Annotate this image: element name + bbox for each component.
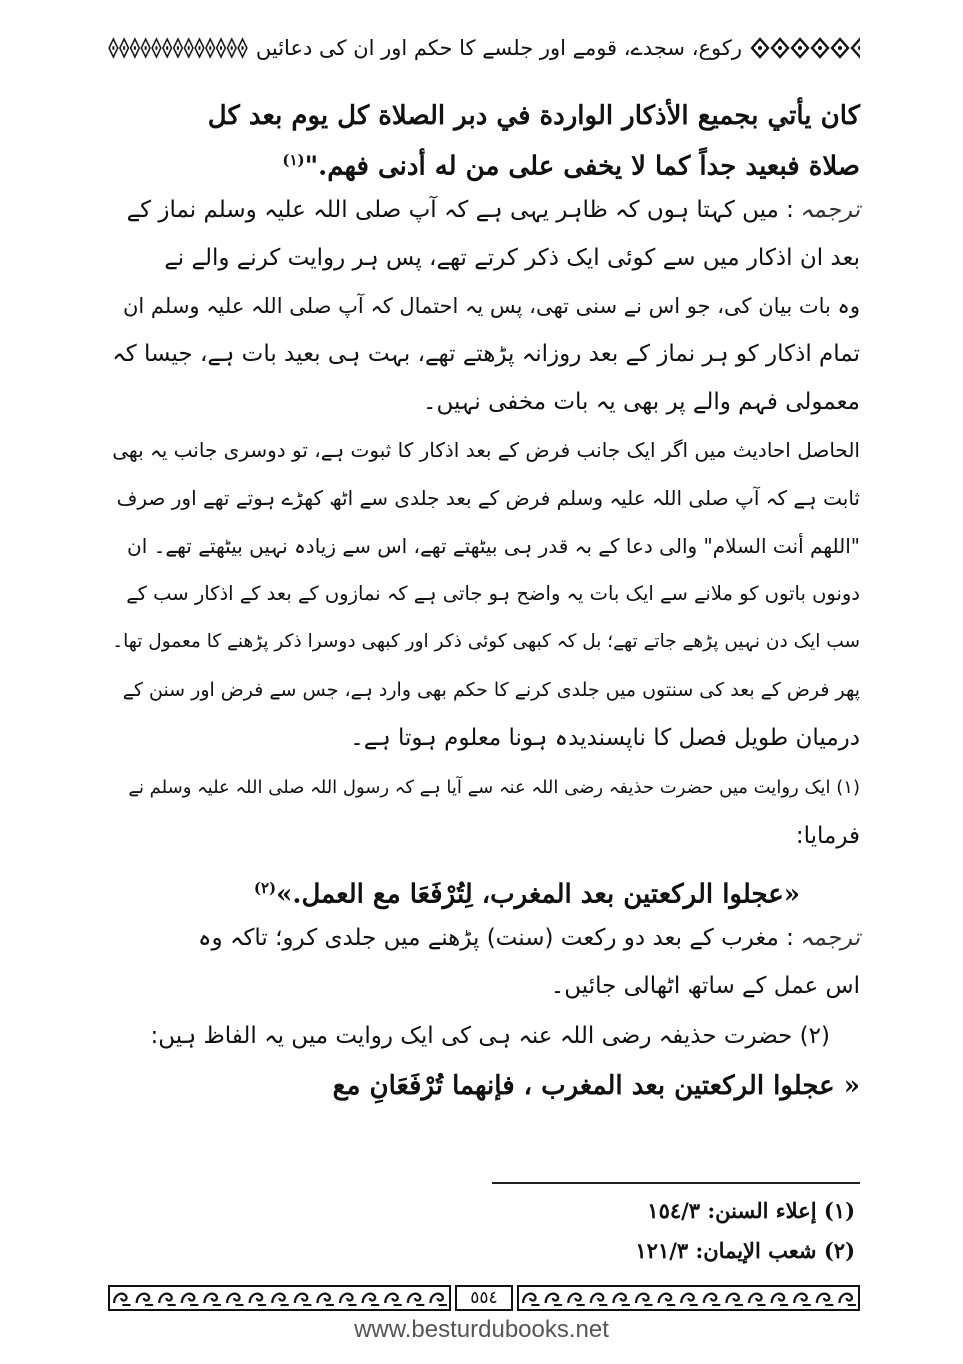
text-line: تمام اذکار کو ہر نماز کے بعد روزانہ پڑھتے تھے، بہت ہی بعید بات ہے، جیسا کہ [112,341,860,367]
header-title: رکوع، سجدے، قومے اور جلسے کا حکم اور ان کی دعائیں [255,36,742,60]
text-line: سب ایک دن نہیں پڑھے جاتے تھے؛ بل کہ کبھی کوئی ذکر اور کبھی دوسرا ذکر پڑھنے کا معمول تھا۔ [112,631,860,652]
page-footer [108,1284,860,1312]
footnote-1: (١) إعلاء السنن: ١٥٤/٣ [647,1198,855,1223]
text-line: فرمایا: [795,823,860,849]
text-line: اس عمل کے ساتھ اٹھالی جائیں۔ [550,973,860,999]
text-line: بعد ان اذکار میں سے کوئی ایک ذکر کرتے تھے، پس ہر روایت کرنے والے نے [164,245,860,271]
text-line: "اللهم أنت السلام" والی دعا کے بہ قدر ہی بیٹھتے تھے، اس سے زیادہ نہیں بیٹھتے تھے۔ ان [127,534,860,558]
text-line: معمولی فہم والے پر بھی یہ بات مخفی نہیں۔ [423,389,860,415]
text-line: (٢) حضرت حذیفہ رضی اللہ عنہ ہی کی ایک روایت میں یہ الفاظ ہیں: [150,1023,830,1049]
text-line: « عجلوا الركعتين بعد المغرب ، فإنهما تُرْفَعَانِ مع [332,1071,860,1101]
footnote-divider [492,1182,860,1184]
text-line: دونوں باتوں کو ملانے سے ایک بات یہ واضح ہو جاتی ہے کہ نمازوں کے بعد کے اذکار سب کے [126,582,860,605]
footnote-ref[interactable]: (١) [282,151,305,169]
footer-ornament-left [108,1285,451,1311]
translation-label: ترجمہ [799,197,860,223]
text-line: (١) ایک روایت میں حضرت حذیفہ رضی اللہ عنہ سے آیا ہے کہ رسول اللہ صلی اللہ علیہ وسلم نے [128,777,860,798]
text-line: ثابت ہے کہ آپ صلی اللہ علیہ وسلم فرض کے بعد جلدی سے اٹھ کھڑے ہوتے تھے اور صرف [116,486,860,510]
text-line: وہ بات بیان کی، جو اس نے سنی تھی، پس یہ احتمال کہ آپ صلی اللہ علیہ وسلم ان [122,294,860,318]
text-line: كان يأتي بجميع الأذكار الواردة في دبر الصلاة كل يوم بعد كل [207,101,860,131]
text-line: ترجمہ: مغرب کے بعد دو رکعت (سنت) پڑھنے میں جلدی کرو؛ تاکہ وہ [198,925,860,951]
footer-ornament-right [517,1285,860,1311]
text-line: درمیان طویل فصل کا ناپسندیدہ ہونا معلوم ہوتا ہے۔ [350,725,860,751]
running-header [108,28,860,68]
website-watermark: www.besturdubooks.net [354,1316,609,1343]
translation-label: ترجمہ [799,925,860,951]
header-ornament-right [750,36,860,60]
page-number: ٥٥٤ [455,1285,513,1311]
text-line: الحاصل احادیث میں اگر ایک جانب فرض کے بعد اذکار کا ثبوت ہے، تو دوسری جانب یہ بھی [112,438,860,462]
text-line: صلاة فبعيد جداً كما لا يخفى على من له أدنى فهم."$^{(١)}$ [282,151,860,182]
footnote-ref[interactable]: (٢) [253,879,277,897]
text-line: ترجمہ: میں کہتا ہوں کہ ظاہر یہی ہے کہ آپ صلی اللہ علیہ وسلم نماز کے [126,197,860,223]
text-line: پھر فرض کے بعد کی سنتوں میں جلدی کرنے کا حکم بھی وارد ہے، جس سے فرض اور سنن کے [122,679,860,701]
footnote-2: (٢) شعب الإيمان: ١٢١/٣ [635,1238,855,1263]
header-ornament-left [108,36,248,60]
text-line: «عجلوا الركعتين بعد المغرب، لِتُرْفَعَا مع العمل.»$^{(٢)}$ [253,879,800,910]
